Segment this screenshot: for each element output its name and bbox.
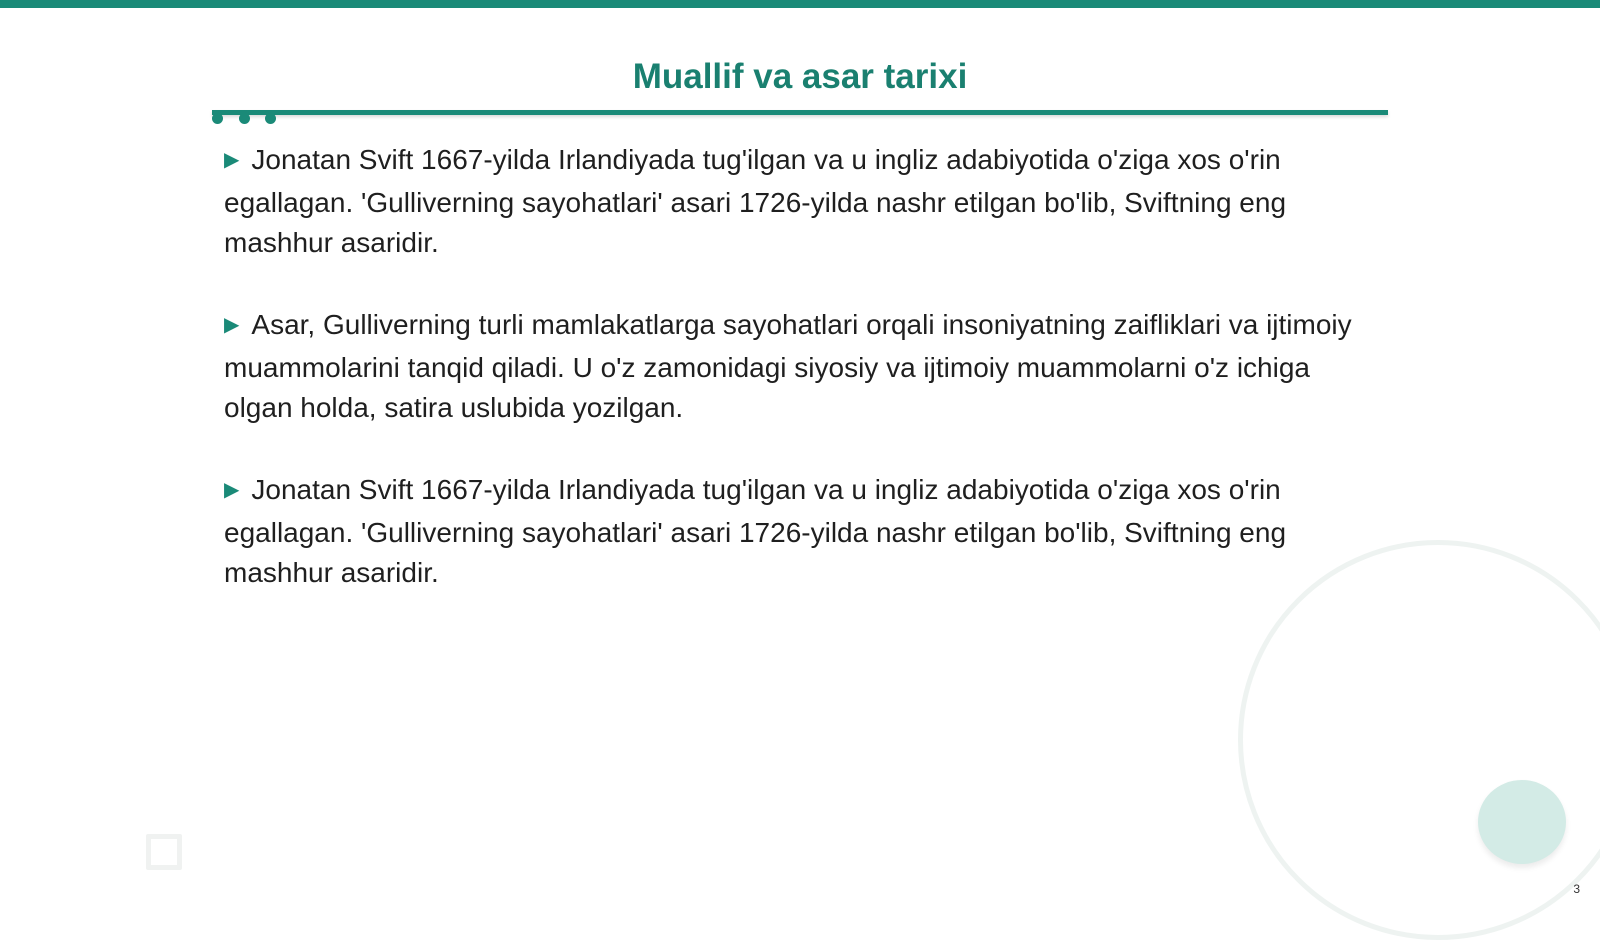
decorative-circle — [1478, 780, 1566, 864]
bullet-text: Asar, Gulliverning turli mamlakatlarga sayohatlari orqali insoniyatning zaifliklari va ijtimoiy muammolarini tanqid qiladi. U o'z zamonidagi siyosiy va ijtimoiy muammolarni o'z ichiga olgan holda, satira uslubida yozilgan. — [224, 309, 1352, 423]
title-underline — [212, 110, 1388, 115]
bullet-item — [224, 305, 1384, 428]
triangle-bullet-icon: ▶ — [224, 314, 240, 336]
bullet-item — [224, 470, 1384, 593]
bullet-item — [224, 140, 1384, 263]
decorative-square — [146, 834, 182, 870]
decorative-dot — [239, 113, 250, 124]
decorative-dot — [212, 113, 223, 124]
slide-number: 3 — [1573, 882, 1580, 896]
top-accent-bar — [0, 0, 1600, 8]
decorative-dot — [265, 113, 276, 124]
triangle-bullet-icon: ▶ — [224, 479, 240, 501]
bullet-text: Jonatan Svift 1667-yilda Irlandiyada tug'ilgan va u ingliz adabiyotida o'ziga xos o'rin egallagan. 'Gulliverning sayohatlari' asari 1726-yilda nashr etilgan bo'lib, Sviftning eng mashhur asaridir. — [224, 474, 1287, 588]
bullet-list — [224, 140, 1384, 635]
bullet-text: Jonatan Svift 1667-yilda Irlandiyada tug'ilgan va u ingliz adabiyotida o'ziga xos o'rin egallagan. 'Gulliverning sayohatlari' asari 1726-yilda nashr etilgan bo'lib, Sviftning eng mashhur asaridir. — [224, 144, 1287, 258]
triangle-bullet-icon: ▶ — [224, 149, 240, 171]
slide-title: Muallif va asar tarixi — [632, 57, 968, 96]
